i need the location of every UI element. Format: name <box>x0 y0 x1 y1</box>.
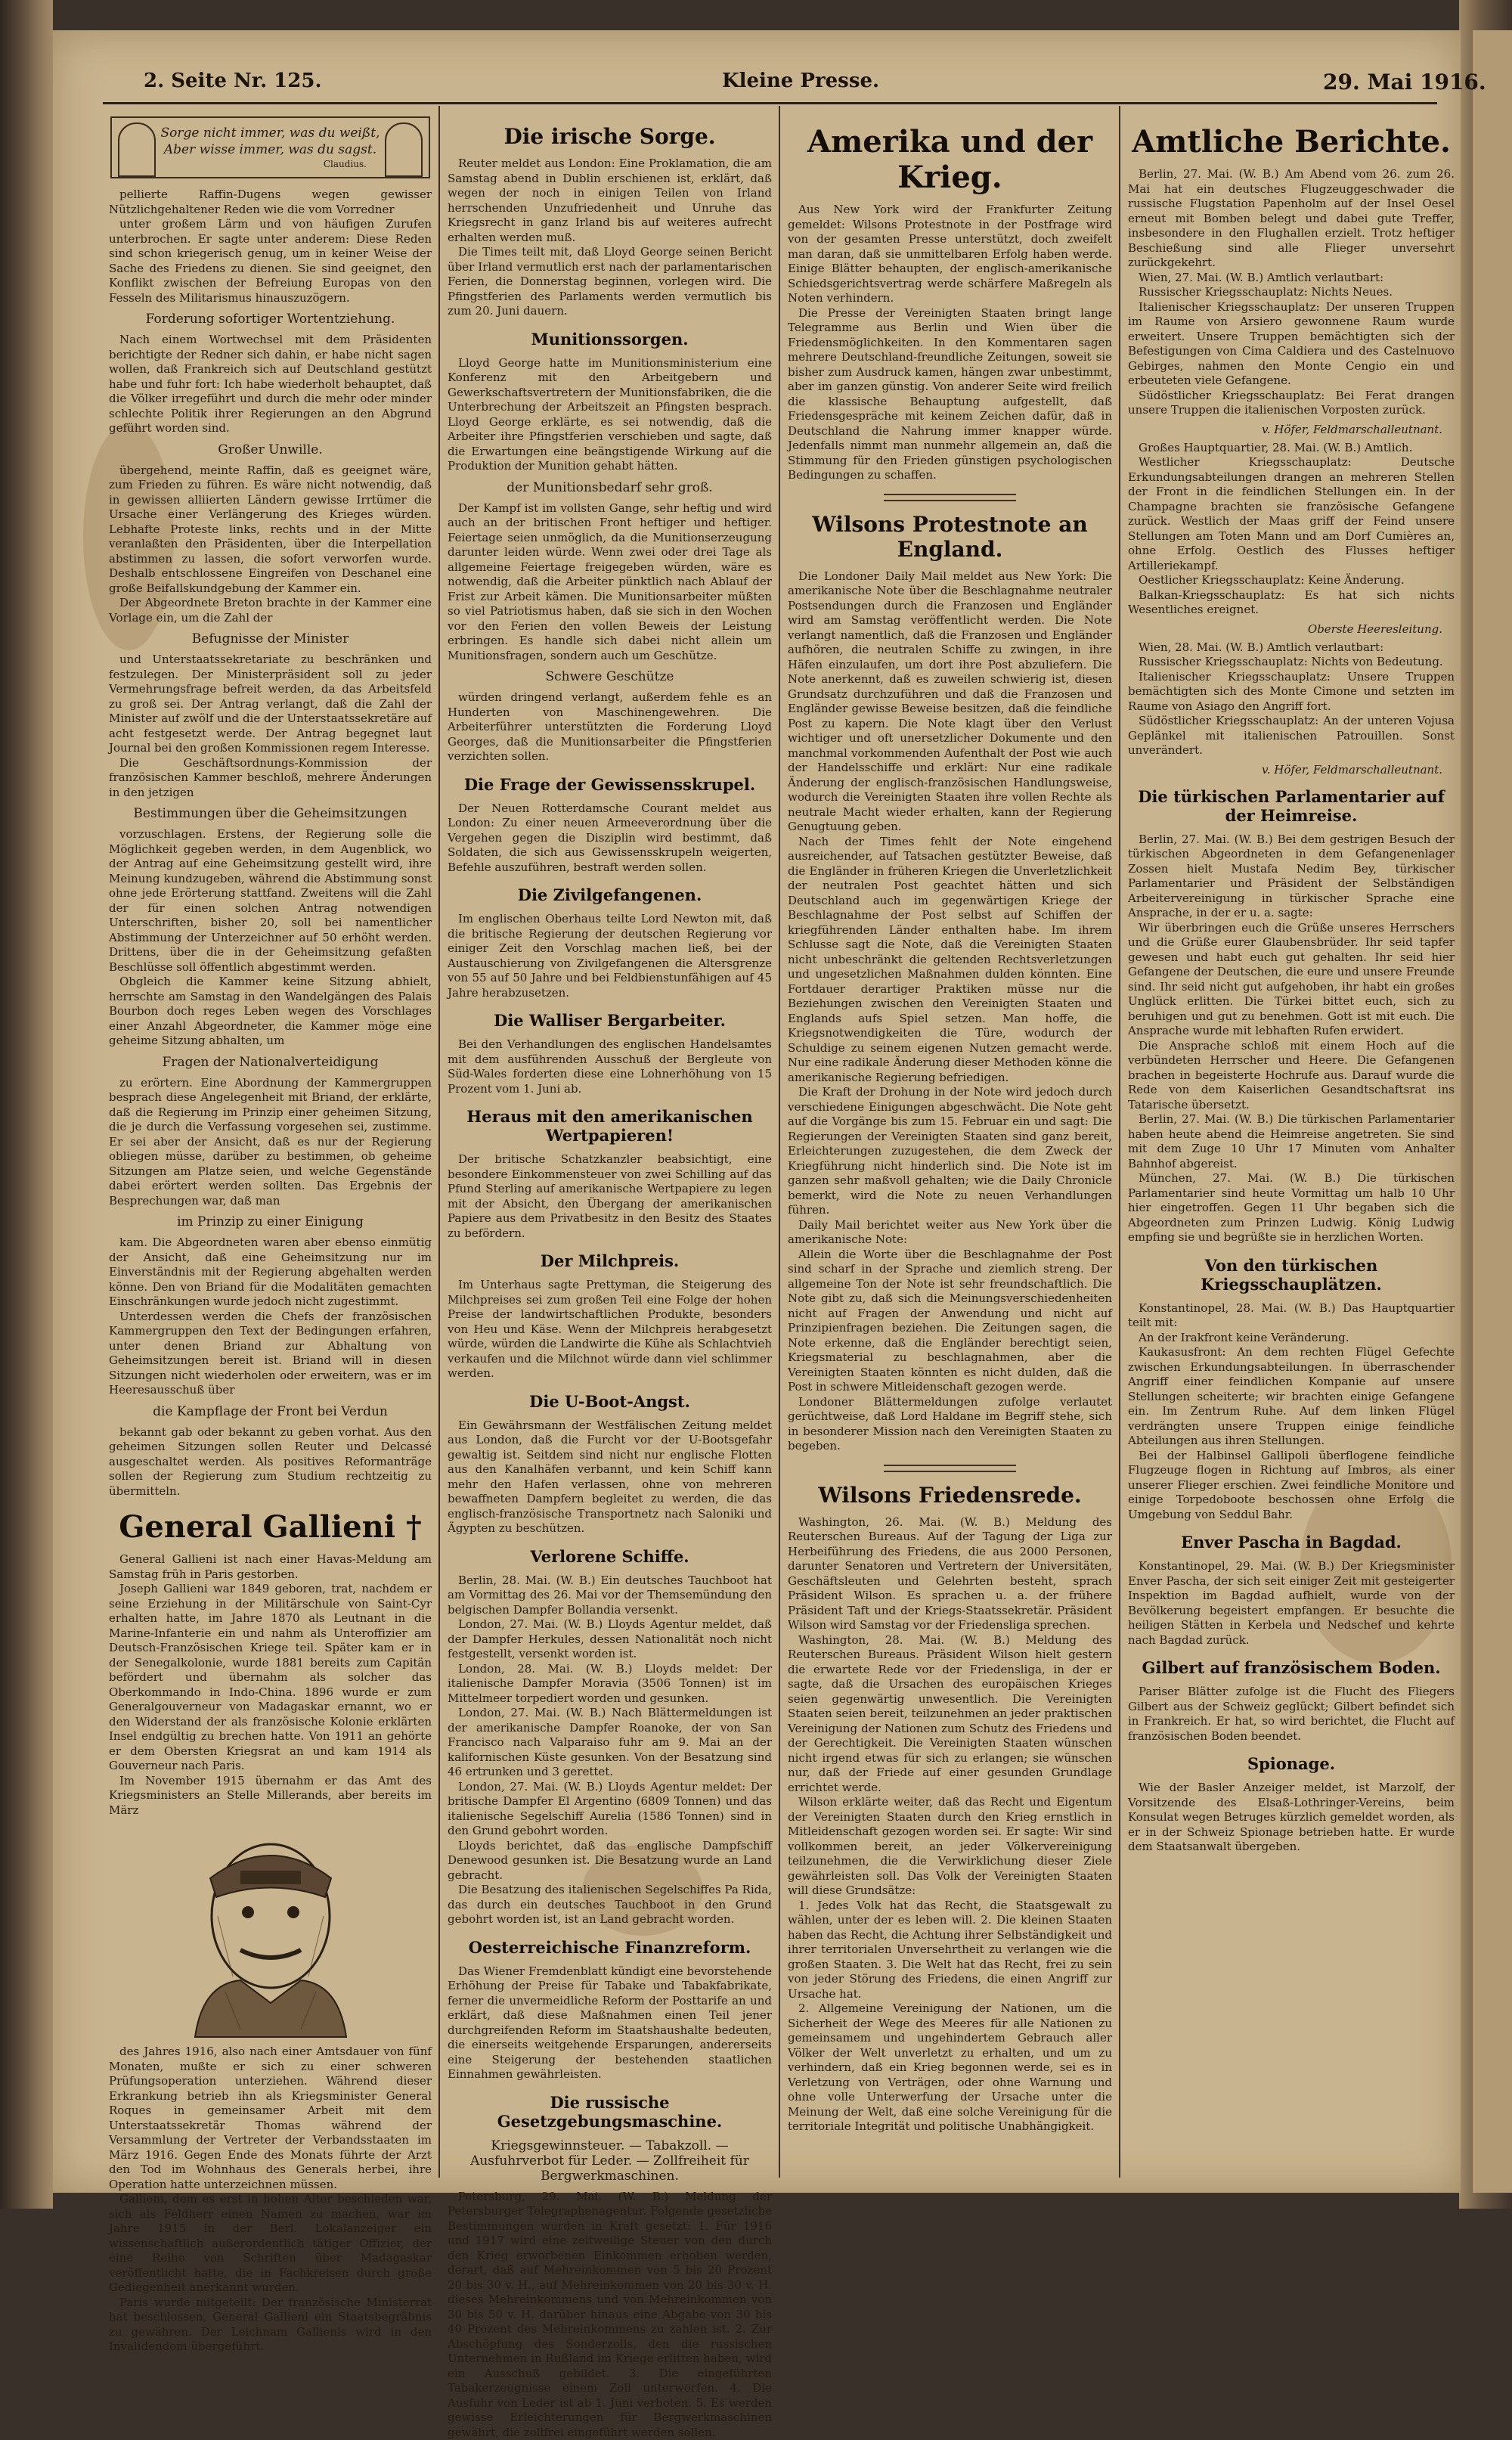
article-text: 2. Allgemeine Vereinigung der Nationen, um die Sicherheit der Wege des Meeres für alle Nationen zu gemeinsamem und ungehindertem Gebrauch aller Völker der Welt unverletzt zu erhalten, und um zu verhindern, daß ein Krieg begonnen werde, sei es in Verletzung von Verträgen, oder ohne Warnung und ohne volle Unterwerfung der Ursache unter die Meinung der Welt, daß eine solche Vereinigung für die territoriale Integrität und politische Unabhängigkeit. <box>788 2001 1112 2135</box>
article-text: unter großem Lärm und von häufigen Zurufen unterbrochen. Er sagte unter anderem: Diese Reden sind schon kriegerisch genug, um in keiner Weise der Sache des Friedens zu dienen. Sie sind geeignet, den Konflikt zwischen der Befreiung Europas von den Fesseln des Militarismus hinauszuzögern. <box>109 217 432 305</box>
article-text: würden dringend verlangt, außerdem fehle es an Hunderten von Maschinengewehren. Die Arbeiterführer unterstützten die Forderung Lloyd Georges, daß die Munitionsarbeiter die Pfingstferien verzichten sollen. <box>448 690 772 764</box>
article-text: Reuter meldet aus London: Eine Proklamation, die am Samstag abend in Dublin erschienen ist, erklärt, daß wegen der noch in einigen Teilen von Irland herrschenden Unzufriedenheit und Unruhe das Kriegsrecht in ganz Irland bis auf weiteres aufrecht erhalten werden muß. <box>448 157 772 245</box>
portrait-drawing <box>127 1825 414 2037</box>
article-text: Berlin, 27. Mai. (W. B.) Die türkischen Parlamentarier haben heute abend die Heimreise angetreten. Sie sind mit dem Zuge 10 Uhr 17 Minuten vom Anhalter Bahnhof abgereist. <box>1128 1112 1455 1171</box>
article-text: Wilson erklärte weiter, daß das Recht und Eigentum der Vereinigten Staaten durch den Krieg ernstlich in Mitleidenschaft gezogen worden sei. Er sagte: Wir sind vollkommen bereit, an jeder Völkervereinigung teilzunehmen, die die Verwirklichung dieser Ziele gewährleisten soll. Das Volk der Vereinigten Staaten will diese Grundsätze: <box>788 1795 1112 1899</box>
article-text: Die Times teilt mit, daß Lloyd George seinen Bericht über Irland vermutlich erst nach der parlamentarischen Ferien, die Donnerstag beginnen, vorlegen wird. Die Pfingstferien des Parlaments werden vermutlich bis zum 20. Juni dauern. <box>448 245 772 319</box>
headline: Verlorene Schiffe. <box>445 1547 775 1566</box>
ornament-icon <box>385 122 423 177</box>
headline: Die Walliser Bergarbeiter. <box>445 1011 775 1030</box>
article-text: Pariser Blätter zufolge ist die Flucht des Fliegers Gilbert aus der Schweiz geglückt; Gilbert befindet sich in Frankreich. Er hat, so wird berichtet, die Flucht auf französischen Boden beendet. <box>1128 1685 1455 1744</box>
column-1 <box>106 113 435 2185</box>
article-text: kam. Die Abgeordneten waren aber ebenso einmütig der Ansicht, daß eine Geheimsitzung nur im Einverständnis mit der Regierung abgehalten werden könne. Den von Briand für die Modalitäten gemachten Einschränkungen wurde jedoch nicht zugestimmt. <box>109 1236 432 1310</box>
article-text: vorzuschlagen. Erstens, der Regierung solle die Möglichkeit gegeben werden, in dem Augenblick, wo der Antrag auf eine Geheimsitzung gestellt wird, ihre Meinung kundzugeben, während die Abstimmung sonst ohne jede Erörterung stattfand. Zweitens will die Zahl der für einen solchen Antrag notwendigen Unterschriften, bisher 20, soll bei namentlicher Abstimmung der Unterzeichner auf 50 erhöht werden. Drittens, über die in der Geheimsitzung gefaßten Beschlüsse soll öffentlich abgestimmt werden. <box>109 827 432 975</box>
article-text: Südöstlicher Kriegsschauplatz: Bei Ferat drangen unsere Truppen die italienischen Vorposten zurück. <box>1128 389 1455 418</box>
article-text: Washington, 28. Mai. (W. B.) Meldung des Reuterschen Bureaus. Präsident Wilson hielt gestern die erwartete Rede vor der Friedensliga, in der er sagte, daß die Ursachen des europäischen Krieges seien gegenwärtig unwesentlich. Die Vereinigten Staaten seien bereit, teilzunehmen an jeder praktischen Vereinigung der Nationen zum Schutz des Friedens und der Gerechtigkeit. Die Vereinigten Staaten wünschen nicht irgend etwas für sich zu erlangen; sie wünschen nur, daß der Friede auf einer gesunden Grundlage errichtet werde. <box>788 1633 1112 1796</box>
subheading: Kriegsgewinnsteuer. — Tabakzoll. — Ausfuhrverbot für Leder. — Zollfreiheit für Bergwerkmaschinen. <box>445 2138 775 2184</box>
article-text: München, 27. Mai. (W. B.) Die türkischen Parlamentarier sind heute Vormittag um halb 10 Uhr hier eingetroffen. Gegen 11 Uhr begaben sich die Abgeordneten zum Prinzen Ludwig. König Ludwig empfing sie und begrüßte sie in herzlichen Worten. <box>1128 1171 1455 1245</box>
article-text: London, 27. Mai. (W. B.) Lloyds Agentur meldet: Der britische Dampfer El Argentino (6809 Tonnen) und das italienische Segelschiff Aurelia (1586 Tonnen) sind in den Grund gebohrt worden. <box>448 1780 772 1839</box>
article-text: Die Besatzung des italienischen Segelschiffes Pa Rida, das durch ein deutsches Tauchboot in den Grund gebohrt worden ist, ist an Land gebracht worden. <box>448 1883 772 1927</box>
headline: Die irische Sorge. <box>445 124 775 149</box>
article-text: Lloyd George hatte im Munitionsministerium eine Konferenz mit den Arbeitgebern und Gewerkschaftsvertretern der Munitionsfabriken, die die Unterbrechung der Arbeitszeit an Pfingsten besprach. Lloyd George erklärte, es sei notwendig, daß die Arbeiter ihre Pfingstferien verschieben und sagte, daß die Erwartungen eine beängstigende Wirkung auf die Produktion der Munition gehabt hätten. <box>448 356 772 474</box>
issue-date: 29. Mai 1916. <box>1323 70 1486 100</box>
article-text: Lloyds berichtet, daß das englische Dampfschiff Denewood gesunken ist. Die Besatzung wurde an Land gebracht. <box>448 1839 772 1883</box>
article-text: Im Unterhaus sagte Prettyman, die Steigerung des Milchpreises sei zum großen Teil eine Folge der hohen Preise der landwirtschaftlichen Produkte, besonders von Heu und Käse. Wenn der Milchpreis herabgesetzt würde, würden die Landwirte die Kühe als Schlachtvieh verkaufen und die Milchnot würde dann viel schlimmer werden. <box>448 1278 772 1381</box>
article-text: Der britische Schatzkanzler beabsichtigt, eine besondere Einkommensteuer von zwei Schilling auf das Pfund Sterling auf amerikanische Wertpapiere zu legen mit der Absicht, den Übergang der amerikanischen Papiere aus dem Privatbesitz in den Besitz des Staates zu befördern. <box>448 1152 772 1241</box>
article-text: Großes Hauptquartier, 28. Mai. (W. B.) Amtlich. <box>1128 441 1455 456</box>
article-text: des Jahres 1916, also nach einer Amtsdauer von fünf Monaten, mußte er sich zu einer schweren Prüfungsoperation unterziehen. Während dieser Erkrankung betrieb ihn als Kriegsminister General Roques in gemeinsamer Arbeit mit dem Unterstaatssekretär Thomas während der Versammlung der Vertreter der Verbandsstaaten im März 1916. Gegen Ende des Monats führte der Arzt den Tod im Wohnhaus des Generals herbei, ihre Operation hatte unterzeichnen müssen. <box>109 2045 432 2192</box>
article-text: Ein Gewährsmann der Westfälischen Zeitung meldet aus London, daß die Furcht vor der U-Bootsgefahr gewaltig ist. Seitdem sind nicht nur englische Flotten aus den Kanalhäfen verbannt, und kein Schiff kann mehr den Hafen verlassen, ohne von mehreren bewaffneten Dampfern begleitet zu werden, die das englisch-französische Transportnetz nach Saloniki und Ägypten zu beschützen. <box>448 1418 772 1536</box>
article-text: Wie der Basler Anzeiger meldet, ist Marzolf, der Vorsitzende des Elsaß-Lothringer-Vereins, beim Konsulat wegen Betruges kürzlich gemeldet worden, als er in der Schweiz Spionage betrieben hatte. Er wurde dem Staatsanwalt übergeben. <box>1128 1781 1455 1855</box>
article-text: Im englischen Oberhaus teilte Lord Newton mit, daß die britische Regierung der deutschen Regierung vor einiger Zeit den Vorschlag machen ließ, bei der Austauschierung von Zivilgefangenen die Altersgrenze von 55 auf 50 Jahre und bei Feldbienstunfähigen auf 45 Jahre herabzusetzen. <box>448 912 772 1000</box>
headline: Oesterreichische Finanzreform. <box>445 1938 775 1957</box>
article-text: Das Wiener Fremdenblatt kündigt eine bevorstehende Erhöhung der Preise für Tabake und Tabakfabrikate, ferner die unvermeidliche Reform der Posttarife an und erklärt, daß diese Maßnahmen einen Teil jener durchgreifenden Reform im Staatshaushalte bedeuten, die einerseits weitgehende Ersparungen, andererseits eine Steigerung der bestehenden staatlichen Einnahmen gewährleisten. <box>448 1964 772 2082</box>
article-text: Gallieni, dem es erst in hohen Alter beschieden war, sich als Feldherr einen Namen zu machen, war im Jahre 1915 in der Berl. Lokalanzeiger ein wissenschaftlich außerordentlich tätiger Offizier, der eine Reihe von Schriften über Madagaskar veröffentlicht hatte, die in Fachkreisen durch große Gediegenheit anerkannt wurden. <box>109 2192 432 2296</box>
article-text: Italienischer Kriegsschauplatz: Unsere Truppen bemächtigten sich des Monte Cimone und setzten im Raume von Asiago den Angriff fort. <box>1128 670 1455 715</box>
headline: Amtliche Berichte. <box>1125 124 1458 160</box>
signature: v. Höfer, Feldmarschalleutnant. <box>1140 423 1442 436</box>
separator <box>884 1465 1016 1472</box>
headline: Von den türkischen Kriegsschauplätzen. <box>1125 1256 1458 1294</box>
article-text: Balkan-Kriegsschauplatz: Es hat sich nichts Wesentliches ereignet. <box>1128 588 1455 618</box>
subheading: Großer Unwille. <box>106 442 435 457</box>
article-text: und Unterstaatssekretariate zu beschränken und festzulegen. Der Ministerpräsident soll zu jeder Vermehrungsfrage befreit werden, da das Arbeitsfeld zu groß sei. Der Antrag verlangt, daß die Zahl der Minister auf zwölf und die der Unterstaatssekretäre auf acht festgesetzt werde. Der Antrag begegnet laut Journal bei den großen Kommissionen regem Interesse. <box>109 653 432 756</box>
article-text: Die Ansprache schloß mit einem Hoch auf die verbündeten Herrscher und Heere. Die Gefangenen brachen in begeisterte Hochrufe aus. Darauf wurde die Rede von dem Kaiserlichen Gesandtschaftsrat ins Tatarische übersetzt. <box>1128 1039 1455 1113</box>
article-text: Wir überbringen euch die Grüße unseres Herrschers und die Grüße eurer Glaubensbrüder. Ihr seid tapfer gewesen und habt euch gut gehalten. Ihr seid hier Gefangene der Deutschen, die eure und unsere Freunde sind. Ihr seid nicht gut aufgehoben, ihr habt ein großes Unglück erlitten. Die Türkei bittet euch, sich zu beruhigen und gut zu benehmen. Gott ist mit euch. Die Ansprache wurde mit lebhaften Rufen erwidert. <box>1128 921 1455 1039</box>
article-text: London, 28. Mai. (W. B.) Lloyds meldet: Der italienische Dampfer Moravia (3506 Tonnen) ist im Mittelmeer torpediert worden und gesunken. <box>448 1662 772 1707</box>
article-text: Berlin, 27. Mai. (W. B.) Am Abend vom 26. zum 26. Mai hat ein deutsches Flugzeuggeschwader die russische Flugstation Papenholm auf der Insel Oesel erneut mit Bomben belegt und dabei gute Treffer, insbesondere in den Flughallen erzielt. Trotz heftiger Beschießung sind alle Flieger unversehrt zurückgekehrt. <box>1128 167 1455 271</box>
column-divider <box>779 106 780 2178</box>
column-4 <box>1125 113 1458 2185</box>
article-text: Aus New York wird der Frankfurter Zeitung gemeldet: Wilsons Protestnote in der Postfrage wird von der gesamten Presse unterstützt, doch zweifelt man daran, daß sie unmittelbaren Erfolg haben werde. Einige Blätter behaupten, der englisch-amerikanische Schiedsgerichtsvertrag werde schärfere Maßregeln als Noten verhindern. <box>788 203 1112 306</box>
headline: Enver Pascha in Bagdad. <box>1125 1533 1458 1552</box>
subheading: die Kampflage der Front bei Verdun <box>106 1404 435 1419</box>
article-text: Kaukasusfront: An dem rechten Flügel Gefechte zwischen Erkundungsabteilungen. In überraschender Angriff einer feindlichen Kompanie auf unsere Stellungen scheiterte; wir brachten einige Gefangene ein. Im Zentrum Ruhe. Auf dem linken Flügel verdrängten unsere Truppen einige feindliche Abteilungen aus ihren Stellungen. <box>1128 1345 1455 1449</box>
article-text: Der Neuen Rotterdamsche Courant meldet aus London: Zu einer neuen Armeeverordnung über die Vergehen gegen die Disziplin wird bestimmt, daß Soldaten, die sich aus Gewissensskrupeln weigerten, Befehle auszuführen, bestraft werden sollen. <box>448 801 772 876</box>
article-text: Joseph Gallieni war 1849 geboren, trat, nachdem er seine Erziehung in der Militärschule von Saint-Cyr erhalten hatte, im Jahre 1870 als Leutnant in die Marine-Infanterie ein und nahm als Unteroffizier am Deutsch-Französischen Kriege teil. Später kam er in der Senegalkolonie, wurde 1881 bereits zum Capitän befördert und übernahm als solcher das Oberkommando in Indo-China. 1896 wurde er zum Generalgouverneur von Madagaskar ernannt, wo er den Widerstand der als französische Kolonie erklärten Insel endgültig zu brechen hatte. Von 1911 an gehörte er dem Obersten Kriegsrat an und kam 1914 als Gouverneur nach Paris. <box>109 1582 432 1774</box>
article-text: London, 27. Mai. (W. B.) Nach Blättermeldungen ist der amerikanische Dampfer Roanoke, der von San Francisco nach Valparaiso fuhr am 9. Mai an der kalifornischen Küste gesunken. Von der Besatzung sind 46 ertrunken und 3 gerettet. <box>448 1706 772 1780</box>
article-text: Südöstlicher Kriegsschauplatz: An der unteren Vojusa Geplänkel mit italienischen Patrouillen. Sonst unverändert. <box>1128 714 1455 758</box>
article-text: zu erörtern. Eine Abordnung der Kammergruppen besprach diese Angelegenheit mit Briand, der erklärte, daß die Regierung im Prinzip einer geheimen Sitzung, die je durch die Verfassung vorgesehen sei, zustimme. Er sei aber der Ansicht, daß es nur der Regierung obliegen müsse, darüber zu bestimmen, ob geheime Sitzungen am Platze seien, und welche Gegenstände dabei erörtert werden sollten. Das Ergebnis der Besprechungen war, daß man <box>109 1076 432 1209</box>
article-text: übergehend, meinte Raffin, daß es geeignet wäre, zum Frieden zu führen. Es wäre nicht notwendig, daß in gewissen alliierten Ländern gewisse Irrtümer die Ursache einer Verlängerung des Krieges würden. Lebhafte Proteste links, rechts und in der Mitte veranlaßten den Präsidenten, über die Interpellation abstimmen zu lassen, die sofort verworfen wurde. Deshalb entschlossene Eingreifen von Deschanel eine große Beifallskundgebung der Kammer ein. <box>109 464 432 597</box>
article-text: Die Presse der Vereinigten Staaten bringt lange Telegramme aus Berlin und Wien über die Friedensmöglichkeiten. In den Kommentaren sagen mehrere Deutschland-freundliche Zeitungen, soweit sie bisher zum Ausdruck kamen, hängen zwar unbestimmt, aber im ganzen günstig. Von anderer Seite wird freilich die klassische Behauptung aufgestellt, daß Friedensgespräche mit keinem Zeichen dafür, daß in Deutschland die Nahrung immer knapper würde. Jedenfalls nimmt man nunmehr allgemein an, daß die Stimmung für den Frieden günstigen psychologischen Bedingungen zu schaffen. <box>788 306 1112 483</box>
ornament-icon <box>118 122 156 177</box>
article-text: Russischer Kriegsschauplatz: Nichts Neues. <box>1128 285 1455 300</box>
article-text: Daily Mail berichtet weiter aus New York über die amerikanische Note: <box>788 1218 1112 1248</box>
headline: Wilsons Friedensrede. <box>785 1483 1115 1508</box>
article-text: 1. Jedes Volk hat das Recht, die Staatsgewalt zu wählen, unter der es leben will. 2. Die kleinen Staaten haben das Recht, die Achtung ihrer Selbständigkeit und ihrer territorialen Unversehrtheit zu verlangen wie die großen Staaten. 3. Die Welt hat das Recht, frei zu sein von jeder Störung des Friedens, die einen Angriff zur Ursache hat. <box>788 1899 1112 2002</box>
separator <box>884 494 1016 501</box>
article-text: Unterdessen werden die Chefs der französischen Kammergruppen den Text der Bedingungen erfahren, unter denen Briand zur Abhaltung von Geheimsitzungen bereit ist. Briand will in diesen Sitzungen nicht wiederholen oder erweitern, was er im Heeresausschuß über <box>109 1310 432 1398</box>
headline: Munitionssorgen. <box>445 330 775 349</box>
book-binding <box>0 0 53 2209</box>
article-text: Wien, 27. Mai. (W. B.) Amtlich verlautbart: <box>1128 271 1455 286</box>
headline: Gilbert auf französischem Boden. <box>1125 1658 1458 1677</box>
article-text: bekannt gab oder bekannt zu geben vorhat. Aus den geheimen Sitzungen sollen Reuter und Delcassé ausgeschaltet werden. Als positives Reformanträge sollen der Regierung zum Studium rechtzeitig zu übermitteln. <box>109 1425 432 1499</box>
article-text: Petersburg, 29. Mai. (W. B.) Meldung der Petersburger Telegraphenagentur. Folgende gesetzliche Bestimmungen wurden in Kraft gesetzt: 1. Für 1916 und 1917 wird eine zeitweilige Steuer von den durch den Krieg erworbenen Einkommen erhoben werden, derart, daß auf Mehreinkommen von 5 bis 20 Prozent 20 bis 30 v. H., auf Mehreinkommen von 20 bis 30 v. H. dieses Mehreinkommens und von Mehreinkommen von 30 bis 50 v. H. darüber hinaus eine Abgabe von 30 bis 40 Prozent des Mehreinkommens zu zahlen ist. 2. Zur Abschöpfung des Sonderzolls, den die russischen Unternehmen in Rußland im Kriege erlitten haben, wird ein Ausschuß gebildet. 3. Die eingeführten Tabakerzeugnisse einem Zoll unterworfen. 4. Die Ausfuhr von Leder ist ab 1. Juni verboten. 5. Es werden gewisse Erleichterungen für Bergwerkmaschinen gewährt, die zollfrei eingeführt werden sollen. <box>448 2190 772 2440</box>
article-text: Obgleich die Kammer keine Sitzung abhielt, herrschte am Samstag in den Wandelgängen des Palais Bourbon doch reges Leben wegen des Vorschlages einer Anzahl Abgeordneter, die Kammer möge eine geheime Sitzung abhalten, um <box>109 975 432 1049</box>
headline: Die türkischen Parlamentarier auf der Heimreise. <box>1125 787 1458 825</box>
column-3 <box>785 113 1115 2185</box>
motto-line: Aber wisse immer, was du sagst. <box>121 142 420 157</box>
article-text: Konstantinopel, 28. Mai. (W. B.) Das Hauptquartier teilt mit: <box>1128 1301 1455 1331</box>
page-number: 2. Seite Nr. 125. <box>144 70 322 100</box>
headline: Heraus mit den amerikanischen Wertpapieren! <box>445 1107 775 1145</box>
article-text: Washington, 26. Mai. (W. B.) Meldung des Reuterschen Bureaus. Auf der Tagung der Liga zur Herbeiführung des Friedens, die aus 2000 Personen, darunter Senatoren und Vertretern der Universitäten, Geschäftsleuten und Gelehrten besteht, sprach Präsident Wilson. Es sprachen u. a. der frühere Präsident Taft und der Kriegs-Staatssekretär. Präsident Wilson wird Samstag vor der Friedensliga sprechen. <box>788 1515 1112 1633</box>
article-text: Allein die Worte über die Beschlagnahme der Post sind scharf in der Sprache und ziemlich streng. Der allgemeine Ton der Note ist sehr freundschaftlich. Die Note gibt zu, daß sich die Meinungsverschiedenheiten nicht auf Fragen der Anwendung und nicht auf Prinzipienfragen beziehen. Die Zeitungen sagen, die Note erkenne, daß die Engländer berechtigt seien, Kriegsmaterial zu beschlagnahmen, aber die Vereinigten Staaten könnten es nicht dulden, daß die Post in schwere Mitleidenschaft gezogen werde. <box>788 1248 1112 1395</box>
signature: v. Höfer, Feldmarschalleutnant. <box>1140 763 1442 777</box>
subheading: im Prinzip zu einer Einigung <box>106 1214 435 1229</box>
header-rule <box>103 102 1437 104</box>
article-text: Die Londoner Daily Mail meldet aus New York: Die amerikanische Note über die Beschlagnahme neutraler Postsendungen durch die Franzosen und Engländer wird am Samstag veröffentlicht werden. Die Note verlangt namentlich, daß die Franzosen und Engländer aufhören, die neutralen Schiffe zu zwingen, in ihre Häfen einzulaufen, um dort ihre Post abzuliefern. Die Note anerkennt, daß es zuweilen schwierig ist, diesen Grundsatz durchzuführen und daß die Franzosen und Engländer gewisse Beweise besitzen, daß die feindliche Post zu kapern. Die Note klagt über den Verlust wichtiger und oft unersetzlicher Dokumente und den manchmal vorkommenden Aufenthalt der Post wie auch der Handelsschiffe und erklärt: Nur eine radikale Änderung der englisch-französischen Handlungsweise, wodurch die Vereinigten Staaten ihre vollen Rechte als neutrale Macht wieder erhalten, kann der Regierung Genugtuung geben. <box>788 569 1112 835</box>
article-text: Berlin, 28. Mai. (W. B.) Ein deutsches Tauchboot hat am Vormittag des 26. Mai vor der Themsemündung den belgischen Dampfer Bollandia versenkt. <box>448 1573 772 1618</box>
next-page-edge <box>1459 0 1512 2209</box>
article-text: Londoner Blättermeldungen zufolge verlautet gerüchtweise, daß Lord Haldane im Begriff stehe, sich in besonderer Mission nach den Vereinigten Staaten zu begeben. <box>788 1395 1112 1454</box>
headline: Die russische Gesetzgebungsmaschine. <box>445 2093 775 2131</box>
article-text: Im November 1915 übernahm er das Amt des Kriegsministers an Stelle Millerands, aber bereits im März <box>109 1774 432 1818</box>
headline: Der Milchpreis. <box>445 1251 775 1270</box>
article-text: Der Kampf ist im vollsten Gange, sehr heftig und wird auch an der britischen Front heftiger und heftiger. Feiertage seien unmöglich, da die Munitionserzeugung darunter leiden würde. Wenn zwei oder drei Tage als allgemeine Feiertage freigegeben würden, wäre es notwendig, daß die Arbeiter pünktlich nach Ablauf der Frist zur Arbeit kämen. Die Munitionsarbeiter müßten so viel Patriotismus haben, daß sie sich in den Wochen vor den Ferien den vollen Beweis der Leistung erbringen. Es handle sich dabei nicht allein um Munitionsfragen, sondern auch um Geschütze. <box>448 501 772 664</box>
article-text: Der Abgeordnete Breton brachte in der Kammer eine Vorlage ein, um die Zahl der <box>109 596 432 625</box>
article-text: Die Kraft der Drohung in der Note wird jedoch durch verschiedene Einigungen abgeschwächt. Die Note geht auf die Vorgänge bis zum 15. Februar ein und sagt: Die Regierungen der Vereinigten Staaten sind ganz bereit, Erleichterungen zuzugestehen, die dem Zweck der Kriegführung nicht hinderlich sind. Die Note ist im ganzen sehr maßvoll gehalten; wie die Daily Chronicle bemerkt, wird die Note zu neuen Verhandlungen führen. <box>788 1085 1112 1218</box>
article-text: Russischer Kriegsschauplatz: Nichts von Bedeutung. <box>1128 655 1455 670</box>
article-text: Nach der Times fehlt der Note eingehend ausreichender, auf Tatsachen gestützter Beweise, daß die Engländer in früheren Kriegen die Unverletzlichkeit der neutralen Post geachtet hätten und sich Deutschland auch im gegenwärtigen Kriege der Beschlagnahme der Post selbst auf Schiffen der kriegführenden Länder enthalten habe. Im ihrem Schlusse sagt die Note, daß die Vereinigten Staaten nicht unbeschränkt die geltenden Rechtsverletzungen und ungesetzlichen Maßnahmen dulden könnten. Eine Fortdauer derartiger Praktiken müsse nur die Beziehungen zwischen den Vereinigten Staaten und Englands aufs Spiel setzen. Man hoffe, die Kriegsnotwendigkeiten die Türe, wodurch der Schuldige zu seinem eigenen Nutzen gemacht werde. Nur eine radikale Änderung dieser Methoden könne die amerikanische Regierung befriedigen. <box>788 835 1112 1086</box>
article-text: pellierte Raffin-Dugens wegen gewisser Nützlichgehaltener Reden wie die vom Vorredner <box>109 188 432 217</box>
gallieni-portrait <box>127 1825 414 2037</box>
article-text: Berlin, 27. Mai. (W. B.) Bei dem gestrigen Besuch der türkischen Abgeordneten in dem Gefangenenlager Zossen hielt Mustafa Nedim Bey, türkischer Parlamentarier und Präsident der Selbständigen Arbeitervereinigung in türkischer Sprache eine Ansprache, in der er u. a. sagte: <box>1128 832 1455 921</box>
article-text: General Gallieni ist nach einer Havas-Meldung am Samstag früh in Paris gestorben. <box>109 1552 432 1582</box>
signature: Oberste Heeresleitung. <box>1140 622 1442 636</box>
column-2 <box>445 113 775 2185</box>
article-text: Italienischer Kriegsschauplatz: Der unseren Truppen im Raume von Arsiero gewonnene Raum wurde erweitert. Unsere Truppen bemächtigten sich der Befestigungen von Cima Caldiera und des Castelnuovo Gebirges, nahmen den Monte Cengio ein und erbeuteten viele Gefangene. <box>1128 300 1455 389</box>
article-text: Paris wurde mitgeteilt: Der französische Ministerrat hat beschlossen, General Gallieni ein Staatsbegräbnis zu gewähren. Der Leichnam Gallienis wird in den Invalidendom übergeführt. <box>109 2296 432 2355</box>
headline: Die Zivilgefangenen. <box>445 885 775 904</box>
column-divider <box>438 106 440 2178</box>
article-text: Westlicher Kriegsschauplatz: Deutsche Erkundungsabteilungen drangen an mehreren Stellen der Front in die feindlichen Stellungen ein. In der Champagne brachten sie französische Gefangene zurück. Westlich der Maas griff der Feind unsere Stellungen am Toten Mann und am Dorf Cumières an, ohne Erfolg. Oestlich des Flusses heftiger Artilleriekampf. <box>1128 455 1455 573</box>
article-text: Konstantinopel, 29. Mai. (W. B.) Der Kriegsminister Enver Pascha, der sich seit einiger Zeit mit gesteigerter Inspektion im Bagdad aufhielt, wurde von der Bevölkerung begeistert empfangen. Er besuchte die heiligen Stätten in Kerbela und Nedschef und kehrte nach Bagdad zurück. <box>1128 1559 1455 1648</box>
column-divider <box>1119 106 1120 2178</box>
subheading: der Munitionsbedarf sehr groß. <box>445 480 775 495</box>
article-text: Die Geschäftsordnungs-Kommission der französischen Kammer beschloß, mehrere Änderungen in den jetzigen <box>109 756 432 801</box>
subheading: Schwere Geschütze <box>445 669 775 684</box>
subheading: Fragen der Nationalverteidigung <box>106 1055 435 1070</box>
motto-author: Claudius. <box>121 159 367 169</box>
article-text: Bei der Halbinsel Gallipoli überflogene feindliche Flugzeuge flogen in Richtung auf Imbros, als einer unserer Flieger erschien. Zwei feindliche Monitore und einige Torpedoboote beschossen ohne Erfolg die Umgebung von Seddul Bahr. <box>1128 1449 1455 1523</box>
headline: Wilsons Protestnote an England. <box>785 512 1115 562</box>
subheading: Forderung sofortiger Wortentziehung. <box>106 312 435 327</box>
subheading: Bestimmungen über die Geheimsitzungen <box>106 806 435 821</box>
article-text: Oestlicher Kriegsschauplatz: Keine Änderung. <box>1128 573 1455 588</box>
headline-gallieni: General Gallieni † <box>106 1509 435 1545</box>
article-text: Bei den Verhandlungen des englischen Handelsamtes mit dem ausführenden Ausschuß der Bergleute von Süd-Wales forderten diese eine Lohnerhöhung von 15 Prozent vom 1. Juni ab. <box>448 1037 772 1096</box>
headline: Spionage. <box>1125 1754 1458 1773</box>
article-text: London, 27. Mai. (W. B.) Lloyds Agentur meldet, daß der Dampfer Herkules, dessen Nationalität noch nicht festgestellt, versenkt worden ist. <box>448 1617 772 1662</box>
article-text: Nach einem Wortwechsel mit dem Präsidenten berichtigte der Redner sich dahin, er habe nicht sagen wollen, daß Frankreich sich auf Deutschland gestützt habe und fuhr fort: Ich habe wiederholt behauptet, daß die Völker irregeführt und durch die mehr oder minder schlechte Politik ihrer Regierungen an den Abgrund geführt worden sind. <box>109 333 432 436</box>
subheading: Befugnisse der Minister <box>106 631 435 646</box>
motto-line: Sorge nicht immer, was du weißt, <box>121 126 420 141</box>
motto-box <box>110 116 430 178</box>
newspaper-name: Kleine Presse. <box>722 70 879 100</box>
headline: Amerika und der Krieg. <box>785 124 1115 195</box>
article-text: Wien, 28. Mai. (W. B.) Amtlich verlautbart: <box>1128 640 1455 656</box>
headline: Die U-Boot-Angst. <box>445 1392 775 1411</box>
headline: Die Frage der Gewissensskrupel. <box>445 775 775 794</box>
article-text: An der Irakfront keine Veränderung. <box>1128 1331 1455 1346</box>
